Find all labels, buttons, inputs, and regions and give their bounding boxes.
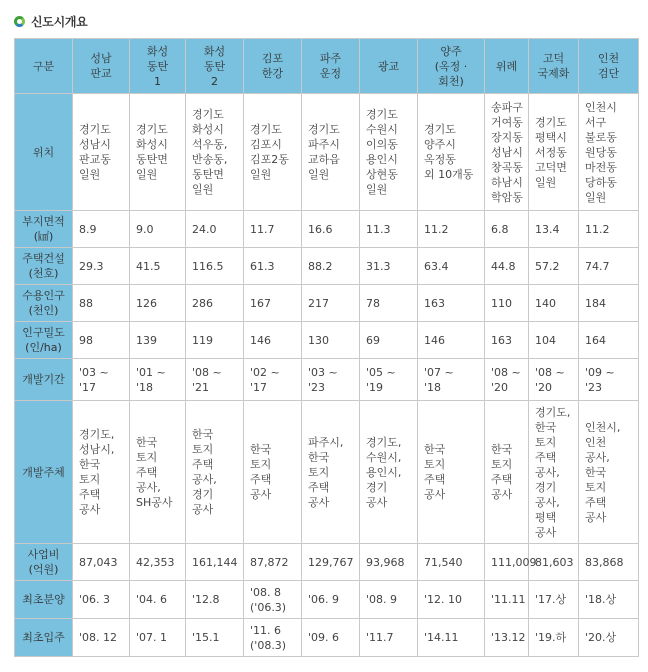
- table-cell: 11.2: [579, 211, 639, 248]
- table-cell: 126: [130, 285, 186, 322]
- table-cell: 42,353: [130, 544, 186, 581]
- table-cell: '12.8: [186, 581, 244, 619]
- section-header: [14, 12, 87, 30]
- table-row: [15, 401, 639, 544]
- table-cell: 61.3: [244, 248, 302, 285]
- table-header-row: [15, 39, 639, 94]
- table-cell: 파주시, 한국 토지 주택 공사: [302, 401, 360, 544]
- table-cell: '19.하: [529, 619, 579, 657]
- table-cell: 87,872: [244, 544, 302, 581]
- table-cell: 경기도 화성시 석우동, 반송동, 동탄면 일원: [186, 94, 244, 211]
- table-cell: 한국 토지 주택 공사, 경기 공사: [186, 401, 244, 544]
- table-cell: '11.7: [360, 619, 418, 657]
- table-cell: 29.3: [73, 248, 130, 285]
- table-row: [15, 619, 639, 657]
- table-cell: 8.9: [73, 211, 130, 248]
- column-header: 화성 동탄 1: [130, 39, 186, 94]
- table-cell: '08. 9: [360, 581, 418, 619]
- table-cell: 인천시 서구 불로동 원당동 마전동 당하동 일원: [579, 94, 639, 211]
- table-cell: 88: [73, 285, 130, 322]
- table-cell: 경기도, 수원시, 용인시, 경기 공사: [360, 401, 418, 544]
- table-cell: 한국 토지 주택 공사: [418, 401, 485, 544]
- table-cell: 한국 토지 주택 공사, SH공사: [130, 401, 186, 544]
- table-cell: 74.7: [579, 248, 639, 285]
- table-cell: '06. 3: [73, 581, 130, 619]
- table-cell: 286: [186, 285, 244, 322]
- table-cell: 119: [186, 322, 244, 359]
- table-cell: 88.2: [302, 248, 360, 285]
- column-header: 파주 운정: [302, 39, 360, 94]
- table-cell: '13.12: [485, 619, 529, 657]
- table-cell: 11.3: [360, 211, 418, 248]
- table-cell: '14.11: [418, 619, 485, 657]
- table-cell: 16.6: [302, 211, 360, 248]
- table-cell: 한국 토지 주택 공사: [244, 401, 302, 544]
- table-cell: '15.1: [186, 619, 244, 657]
- table-cell: '05 ~ '19: [360, 359, 418, 401]
- table-cell: '07 ~ '18: [418, 359, 485, 401]
- table-row: [15, 544, 639, 581]
- table-row: [15, 248, 639, 285]
- table-cell: 경기도 파주시 교하읍 일원: [302, 94, 360, 211]
- table-cell: 87,043: [73, 544, 130, 581]
- table-cell: '09 ~ '23: [579, 359, 639, 401]
- table-cell: 13.4: [529, 211, 579, 248]
- table-cell: 93,968: [360, 544, 418, 581]
- table-cell: 41.5: [130, 248, 186, 285]
- table-cell: 24.0: [186, 211, 244, 248]
- table-cell: 11.2: [418, 211, 485, 248]
- section-title: 신도시개요: [31, 14, 88, 29]
- table-cell: 6.8: [485, 211, 529, 248]
- row-label: 수용인구 (천인): [15, 285, 73, 322]
- table-cell: 9.0: [130, 211, 186, 248]
- column-header: 김포 한강: [244, 39, 302, 94]
- table-cell: '09. 6: [302, 619, 360, 657]
- table-cell: 경기도, 성남시, 한국 토지 주택 공사: [73, 401, 130, 544]
- table-cell: 78: [360, 285, 418, 322]
- table-cell: 69: [360, 322, 418, 359]
- row-label: 개발기간: [15, 359, 73, 401]
- new-town-overview-table: [14, 38, 639, 657]
- table-cell: 83,868: [579, 544, 639, 581]
- column-header: 화성 동탄 2: [186, 39, 244, 94]
- table-cell: 63.4: [418, 248, 485, 285]
- table-cell: '03 ~ '23: [302, 359, 360, 401]
- table-cell: '08 ~ '21: [186, 359, 244, 401]
- table-row: [15, 94, 639, 211]
- table-cell: 경기도 양주시 옥정동 외 10개동: [418, 94, 485, 211]
- table-cell: '08. 8 ('06.3): [244, 581, 302, 619]
- table-cell: 163: [485, 322, 529, 359]
- row-label: 인구밀도 (인/ha): [15, 322, 73, 359]
- table-cell: '04. 6: [130, 581, 186, 619]
- table-cell: 217: [302, 285, 360, 322]
- table-cell: 146: [244, 322, 302, 359]
- row-label: 부지면적 (㎢): [15, 211, 73, 248]
- row-label: 사업비 (억원): [15, 544, 73, 581]
- table-cell: '20.상: [579, 619, 639, 657]
- table-cell: 139: [130, 322, 186, 359]
- table-cell: '06. 9: [302, 581, 360, 619]
- table-cell: '11.11: [485, 581, 529, 619]
- table-row: [15, 359, 639, 401]
- table-cell: '08 ~ '20: [529, 359, 579, 401]
- table-row: [15, 211, 639, 248]
- table-cell: '03 ~ '17: [73, 359, 130, 401]
- table-cell: 경기도 성남시 판교동 일원: [73, 94, 130, 211]
- row-label: 최초입주: [15, 619, 73, 657]
- table-cell: 57.2: [529, 248, 579, 285]
- column-header: 인천 검단: [579, 39, 639, 94]
- row-label: 위치: [15, 94, 73, 211]
- table-cell: '01 ~ '18: [130, 359, 186, 401]
- table-cell: 116.5: [186, 248, 244, 285]
- table-cell: 경기도 화성시 동탄면 일원: [130, 94, 186, 211]
- table-cell: '12. 10: [418, 581, 485, 619]
- table-cell: '02 ~ '17: [244, 359, 302, 401]
- row-label: 개발주체: [15, 401, 73, 544]
- table-cell: 81,603: [529, 544, 579, 581]
- table-cell: 129,767: [302, 544, 360, 581]
- column-header: 고덕 국제화: [529, 39, 579, 94]
- table-cell: 140: [529, 285, 579, 322]
- table-cell: 71,540: [418, 544, 485, 581]
- table-cell: 110: [485, 285, 529, 322]
- table-cell: 146: [418, 322, 485, 359]
- table-cell: 인천시, 인천 공사, 한국 토지 주택 공사: [579, 401, 639, 544]
- table-cell: '08. 12: [73, 619, 130, 657]
- table-cell: 161,144: [186, 544, 244, 581]
- table-row: [15, 285, 639, 322]
- table-row: [15, 581, 639, 619]
- table-cell: 167: [244, 285, 302, 322]
- table-cell: 163: [418, 285, 485, 322]
- table-cell: 130: [302, 322, 360, 359]
- ring-bullet-icon: [14, 16, 25, 27]
- table-cell: 송파구 거여동 장지동 성남시 창곡동 하남시 학암동: [485, 94, 529, 211]
- table-row: [15, 322, 639, 359]
- row-label: 주택건설 (천호): [15, 248, 73, 285]
- table-cell: '17.상: [529, 581, 579, 619]
- table-cell: 경기도 김포시 김포2동 일원: [244, 94, 302, 211]
- table-cell: 184: [579, 285, 639, 322]
- column-header: 위례: [485, 39, 529, 94]
- table-cell: 31.3: [360, 248, 418, 285]
- table-cell: 44.8: [485, 248, 529, 285]
- table-cell: 경기도 수원시 이의동 용인시 상현동 일원: [360, 94, 418, 211]
- table-cell: '07. 1: [130, 619, 186, 657]
- table-cell: 11.7: [244, 211, 302, 248]
- table-cell: '18.상: [579, 581, 639, 619]
- table-cell: 98: [73, 322, 130, 359]
- table-cell: '08 ~ '20: [485, 359, 529, 401]
- table-cell: 164: [579, 322, 639, 359]
- column-header: 양주 (옥정 · 회천): [418, 39, 485, 94]
- table-cell: 104: [529, 322, 579, 359]
- table-cell: 경기도 평택시 서정동 고덕면 일원: [529, 94, 579, 211]
- table-cell: 111,009: [485, 544, 529, 581]
- table-cell: '11. 6 ('08.3): [244, 619, 302, 657]
- table-cell: 경기도, 한국 토지 주택 공사, 경기 공사, 평택 공사: [529, 401, 579, 544]
- column-header: 성남 판교: [73, 39, 130, 94]
- table-cell: 한국 토지 주택 공사: [485, 401, 529, 544]
- column-header: 구분: [15, 39, 73, 94]
- column-header: 광교: [360, 39, 418, 94]
- row-label: 최초분양: [15, 581, 73, 619]
